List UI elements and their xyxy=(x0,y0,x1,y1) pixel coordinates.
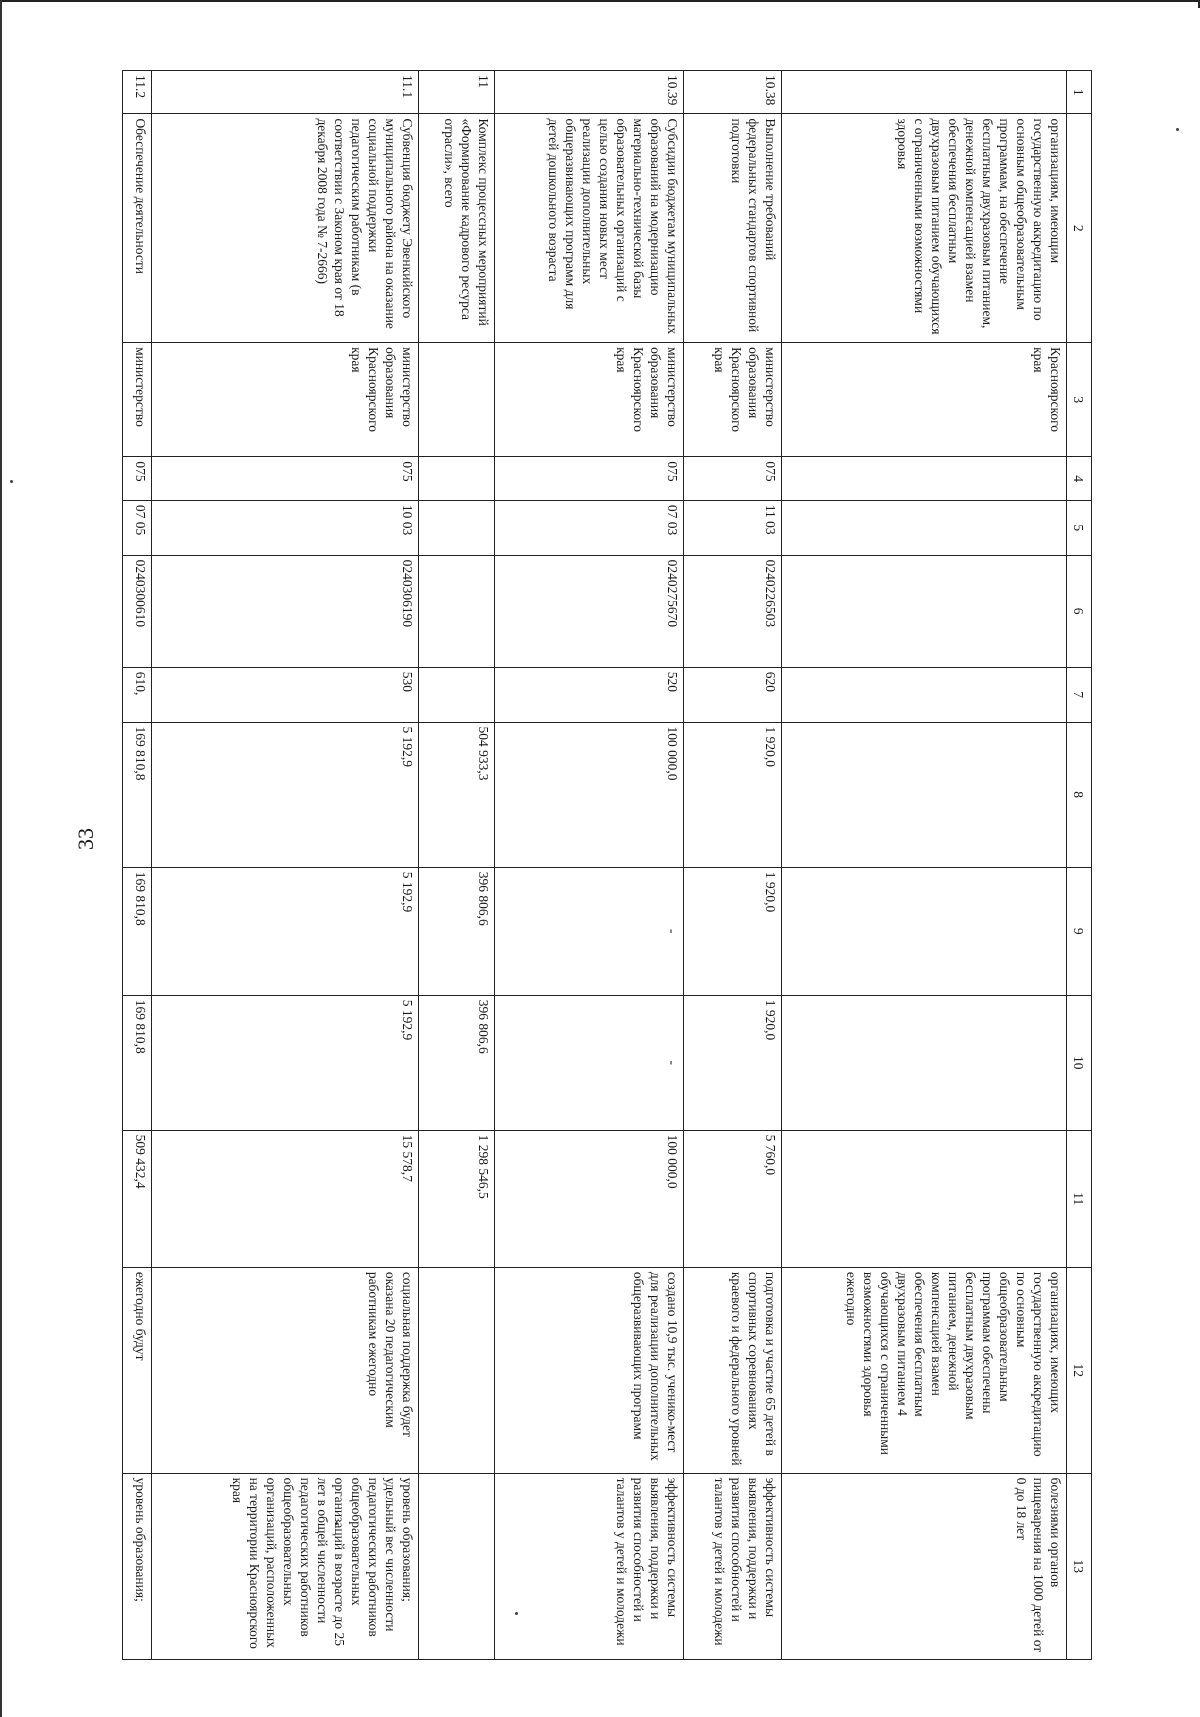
rzpr-code-cell: 07 05 xyxy=(123,500,152,555)
rzpr-code-cell: 07 03 xyxy=(494,500,683,555)
rotated-table-container xyxy=(122,70,1092,1660)
csr-code-cell: 0240275670 xyxy=(494,555,683,667)
event-name-cell: организациям, имеющим государственную аккредитацию по основным общеобразовательным программам, на обеспечение бесплатным двухразовым питанием, денежной компенсацией взамен обеспечения бесплатным двухразовым питанием обучающихся с ограниченными возможностями здоровья xyxy=(782,114,1067,343)
event-name-cell: Субвенция бюджету Эвенкийского муниципального района на оказание социальной поддержки педагогическим работникам (в соответствии с Законом края от 18 декабря 2008 года № 7-2666) xyxy=(152,114,419,343)
row-number-cell: 11.1 xyxy=(152,71,419,114)
row-number-cell: 11 xyxy=(419,71,495,114)
indicator-cell: эффективность системы выявления, поддержки и развития способностей и талантов у детей и молодежи xyxy=(494,1473,683,1659)
amount-year3-cell: 1 920,0 xyxy=(684,995,782,1130)
vr-code-cell: 610, xyxy=(123,667,152,722)
rzpr-code-cell: 10 03 xyxy=(152,500,419,555)
administrator-cell: министерство xyxy=(123,343,152,457)
amount-year1-cell: 100 000,0 xyxy=(494,722,683,867)
header-cell: 3 xyxy=(1067,343,1092,457)
amount-year2-cell xyxy=(782,867,1067,995)
grbs-code-cell: 075 xyxy=(152,457,419,500)
indicator-cell xyxy=(419,1473,495,1659)
amount-year2-cell: 1 920,0 xyxy=(684,867,782,995)
header-cell: 12 xyxy=(1067,1267,1092,1473)
table-row xyxy=(494,71,683,1660)
grbs-code-cell: 075 xyxy=(494,457,683,500)
csr-code-cell: 0240300610 xyxy=(123,555,152,667)
row-number-cell: 11.2 xyxy=(123,71,152,114)
header-cell: 4 xyxy=(1067,457,1092,500)
page-left-border xyxy=(0,0,2,1717)
expected-result-cell: ежегодно будут xyxy=(123,1267,152,1473)
indicator-cell: болезнями органов пищеварения на 1000 детей от 0 до 18 лет xyxy=(782,1473,1067,1659)
budget-table xyxy=(122,70,1092,1660)
amount-total-cell: 100 000,0 xyxy=(494,1130,683,1267)
header-cell: 5 xyxy=(1067,500,1092,555)
event-name-cell: Субсидии бюджетам муниципальных образований на модернизацию материально-технической базы образовательных организаций с целью создания новых мест реализации дополнительных общеразвивающих программ для детей дошкольного возраста xyxy=(494,114,683,343)
amount-year1-cell: 169 810,8 xyxy=(123,722,152,867)
administrator-cell: министерство образования Красноярского края xyxy=(152,343,419,457)
amount-year3-cell: 5 192,9 xyxy=(152,995,419,1130)
grbs-code-cell: 075 xyxy=(123,457,152,500)
header-cell: 8 xyxy=(1067,722,1092,867)
indicator-cell: эффективность системы выявления, поддержки и развития способностей и талантов у детей и молодежи xyxy=(684,1473,782,1659)
expected-result-cell xyxy=(419,1267,495,1473)
expected-result-cell: организациях, имеющих государственную аккредитацию по основным общеобразовательным программам обеспечены бесплатным двухразовым питанием, денежной компенсацией взамен обеспечения бесплатным двухразовым питанием 4 обучающихся с ограниченными возможностями здоровья ежегодно xyxy=(782,1267,1067,1473)
csr-code-cell: 0240306190 xyxy=(152,555,419,667)
amount-total-cell: 1 298 546,5 xyxy=(419,1130,495,1267)
page-top-border xyxy=(0,0,1200,8)
expected-result-cell: подготовка и участие 65 детей в спортивных соревнованиях краевого и федерального уровней xyxy=(684,1267,782,1473)
scan-speck xyxy=(1176,128,1179,131)
grbs-code-cell xyxy=(419,457,495,500)
amount-year2-cell: - xyxy=(494,867,683,995)
indicator-cell: уровень образования; удельный вес численности педагогических работников общеобразовательных организаций в возрасте до 25 лет в общей численности педагогических работников общеобразовательных организаций, расположенных на территории Красноярского края xyxy=(152,1473,419,1659)
amount-year3-cell: 169 810,8 xyxy=(123,995,152,1130)
header-cell: 1 xyxy=(1067,71,1092,114)
administrator-cell: Красноярского края xyxy=(782,343,1067,457)
row-number-cell xyxy=(782,71,1067,114)
administrator-cell: министерство образования Красноярского края xyxy=(684,343,782,457)
table-row xyxy=(152,71,419,1660)
header-cell: 7 xyxy=(1067,667,1092,722)
expected-result-cell: социальная поддержка будет оказана 20 педагогическим работникам ежегодно xyxy=(152,1267,419,1473)
header-cell: 11 xyxy=(1067,1130,1092,1267)
amount-year3-cell xyxy=(782,995,1067,1130)
csr-code-cell xyxy=(419,555,495,667)
header-cell: 13 xyxy=(1067,1473,1092,1659)
amount-year2-cell: 5 192,9 xyxy=(152,867,419,995)
amount-year3-cell: 396 806,6 xyxy=(419,995,495,1130)
vr-code-cell: 520 xyxy=(494,667,683,722)
amount-year2-cell: 396 806,6 xyxy=(419,867,495,995)
amount-year1-cell: 1 920,0 xyxy=(684,722,782,867)
amount-year2-cell: 169 810,8 xyxy=(123,867,152,995)
grbs-code-cell: 075 xyxy=(684,457,782,500)
row-number-cell: 10.38 xyxy=(684,71,782,114)
table-row xyxy=(419,71,495,1660)
event-name-cell: Обеспечение деятельности xyxy=(123,114,152,343)
indicator-cell: уровень образования; xyxy=(123,1473,152,1659)
amount-year1-cell xyxy=(782,722,1067,867)
table-row xyxy=(684,71,782,1660)
rzpr-code-cell: 11 03 xyxy=(684,500,782,555)
page-number: 33 xyxy=(73,828,98,850)
vr-code-cell: 530 xyxy=(152,667,419,722)
header-cell: 10 xyxy=(1067,995,1092,1130)
amount-year1-cell: 504 933,3 xyxy=(419,722,495,867)
scan-speck xyxy=(10,480,13,483)
amount-total-cell: 509 432,4 xyxy=(123,1130,152,1267)
amount-total-cell xyxy=(782,1130,1067,1267)
expected-result-cell: создано 10,9 тыс. ученико-мест для реализации дополнительных общеразвивающих программ xyxy=(494,1267,683,1473)
table-row xyxy=(123,71,152,1660)
amount-total-cell: 5 760,0 xyxy=(684,1130,782,1267)
event-name-cell: Комплекс процессных мероприятий «Формирование кадрового ресурса отрасли», всего xyxy=(419,114,495,343)
amount-total-cell: 15 578,7 xyxy=(152,1130,419,1267)
vr-code-cell xyxy=(419,667,495,722)
table-row xyxy=(782,71,1067,1660)
header-cell: 6 xyxy=(1067,555,1092,667)
amount-year1-cell: 5 192,9 xyxy=(152,722,419,867)
rzpr-code-cell xyxy=(782,500,1067,555)
csr-code-cell xyxy=(782,555,1067,667)
csr-code-cell: 0240226503 xyxy=(684,555,782,667)
event-name-cell: Выполнение требований федеральных стандартов спортивной подготовки xyxy=(684,114,782,343)
row-number-cell: 10.39 xyxy=(494,71,683,114)
rzpr-code-cell xyxy=(419,500,495,555)
header-cell: 2 xyxy=(1067,114,1092,343)
vr-code-cell xyxy=(782,667,1067,722)
header-cell: 9 xyxy=(1067,867,1092,995)
administrator-cell: министерство образования Красноярского края xyxy=(494,343,683,457)
vr-code-cell: 620 xyxy=(684,667,782,722)
grbs-code-cell xyxy=(782,457,1067,500)
header-row xyxy=(1067,71,1092,1660)
amount-year3-cell: - xyxy=(494,995,683,1130)
administrator-cell xyxy=(419,343,495,457)
